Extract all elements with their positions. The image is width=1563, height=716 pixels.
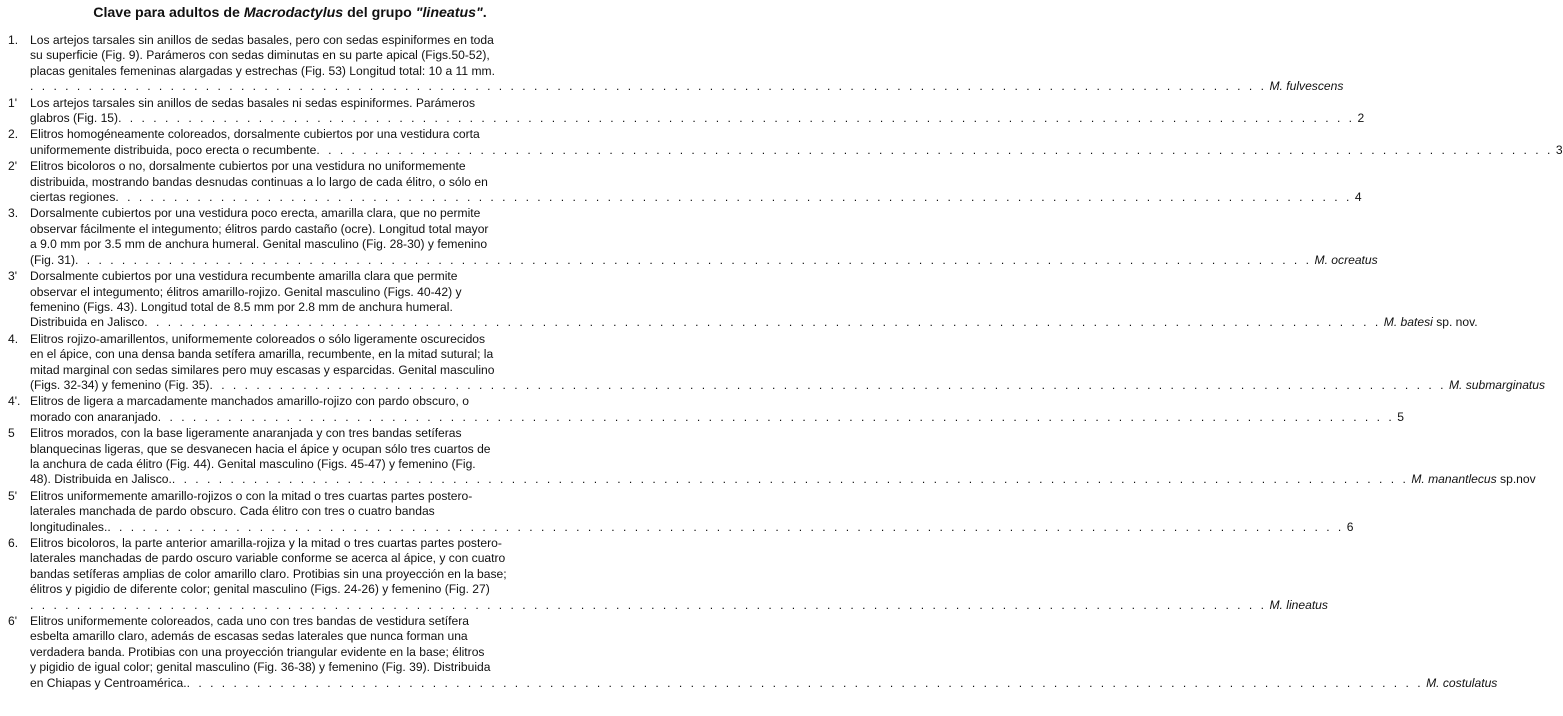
- entry-line: femenino (Figs. 43). Longitud total de 8.5 mm por 2.8 mm de anchura humeral.: [30, 299, 453, 314]
- entry-line: Elitros uniformemente amarillo-rojizos o con la mitad o tres cuartas partes postero-: [30, 488, 473, 503]
- entry-number: 1': [8, 95, 18, 110]
- dot-leader: [118, 111, 1354, 126]
- dot-leader: [144, 315, 1380, 330]
- species-name: M. costulatus: [1426, 675, 1498, 690]
- entry-result: [1352, 190, 1362, 205]
- entry-text: [30, 426, 1536, 488]
- entry-line: laterales manchada de pardo obscuro. Cada élitro con tres o cuatro bandas: [30, 504, 435, 519]
- entry-final-text: (Fig. 31): [30, 252, 76, 267]
- entry-number: 5': [8, 488, 18, 503]
- entry-number: 6.: [8, 536, 19, 550]
- key-entry: [8, 159, 1362, 205]
- entry-line: en el ápice, con una densa banda setífera amarilla, recumbente, en la mitad sutural; la: [30, 347, 494, 362]
- entry-number: 2': [8, 159, 18, 174]
- species-name: M. ocreatus: [1314, 252, 1378, 267]
- entry-line: Elitros de ligera a marcadamente manchados amarillo-rojizo con pardo obscuro, o: [30, 394, 469, 409]
- dot-leader: [75, 253, 1311, 268]
- title-suffix: .: [482, 5, 487, 21]
- entry-result: [1266, 598, 1327, 613]
- entry-line: bandas setíferas amplias de color amarillo claro. Protibias sin una proyección en la base;: [30, 566, 507, 581]
- entry-final-line: [30, 520, 1354, 535]
- entry-final-text: longitudinales.: [30, 519, 108, 534]
- next-couplet-number: 2: [1357, 111, 1365, 126]
- entry-final-line: [30, 378, 1545, 393]
- key-entry: [8, 33, 1344, 95]
- species-name: M. batesi: [1383, 315, 1433, 330]
- species-note: sp.nov: [1496, 472, 1536, 487]
- key-entry: [8, 536, 1328, 613]
- entry-result: [1266, 79, 1343, 94]
- entry-text: [30, 96, 1364, 127]
- dot-leader: [158, 410, 1394, 425]
- entry-final-line: [30, 410, 1404, 425]
- dot-leader: [115, 190, 1351, 205]
- next-couplet-number: 6: [1346, 519, 1354, 534]
- species-name: M. lineatus: [1269, 597, 1328, 612]
- title-group: "lineatus": [415, 5, 483, 21]
- entry-result: [1312, 253, 1378, 268]
- identification-key: [8, 33, 1563, 691]
- key-entry: [8, 95, 1365, 127]
- entry-final-text: ciertas regiones: [30, 190, 116, 205]
- dot-leader: [316, 143, 1552, 158]
- entry-line: Los artejos tarsales sin anillos de sedas basales, pero con sedas espiniformes en toda: [30, 33, 494, 47]
- entry-final-text: (Figs. 32-34) y femenino (Fig. 35): [30, 377, 210, 392]
- entry-line: distribuida, mostrando bandas desnudas continuas a lo largo de cada élitro, o sólo en: [30, 174, 488, 189]
- dot-leader: [30, 79, 1266, 94]
- entry-final-line: [30, 315, 1478, 330]
- dot-leader: [172, 472, 1408, 487]
- entry-line: a 9.0 mm por 3.5 mm de anchura humeral. Genital masculino (Fig. 28-30) y femenino: [30, 237, 488, 252]
- entry-final-text: 48). Distribuida en Jalisco.: [30, 472, 172, 487]
- entry-final-line: [30, 253, 1378, 268]
- dot-leader: [30, 598, 1266, 613]
- entry-number: 5: [8, 426, 15, 441]
- entry-text: [30, 33, 1343, 95]
- key-entry: [8, 269, 1478, 331]
- entry-line: placas genitales femeninas alargadas y estrechas (Fig. 53) Longitud total: 10 a 11 mm.: [30, 63, 495, 78]
- entry-line: Elitros morados, con la base ligeramente anaranjada y con tres bandas setíferas: [30, 426, 462, 441]
- entry-line: Los artejos tarsales sin anillos de sedas basales ni sedas espiniformes. Parámeros: [30, 95, 476, 110]
- entry-line: élitros y pigidio de diferente color; genital masculino (Figs. 24-26) y femenino (Fig. 27): [30, 582, 490, 597]
- entry-result: [1394, 410, 1404, 425]
- entry-number: 3.: [8, 206, 19, 221]
- entry-line: la anchura de cada élitro (Fig. 44). Genital masculino (Figs. 45-47) y femenino (Fig.: [30, 456, 476, 471]
- entry-number: 3': [8, 269, 18, 284]
- key-entry: [8, 488, 1354, 535]
- entry-result: [1423, 676, 1497, 691]
- entry-text: [30, 159, 1362, 205]
- entry-final-line: [30, 598, 1328, 613]
- dot-leader: [107, 520, 1343, 535]
- entry-result: [1408, 472, 1535, 487]
- entry-result: [1355, 111, 1365, 126]
- entry-text: [30, 127, 1563, 158]
- entry-result: [1344, 520, 1354, 535]
- entry-final-line: [30, 676, 1497, 691]
- title-prefix: Clave para adultos de: [93, 5, 244, 21]
- entry-number: 6': [8, 614, 18, 629]
- entry-final-text: uniformemente distribuida, poco erecta o recumbente: [30, 142, 317, 157]
- entry-result: [1446, 378, 1545, 393]
- dot-leader: [209, 378, 1445, 393]
- entry-final-line: [30, 79, 1343, 94]
- entry-line: Elitros bicoloros, la parte anterior amarilla-rojiza y la mitad o tres cuartas partes postero-: [30, 536, 502, 550]
- entry-line: y pigidio de igual color; genital masculino (Fig. 36-38) y femenino (Fig. 39). Distribuida: [30, 660, 491, 675]
- entry-line: Elitros uniformemente coloreados, cada uno con tres bandas de vestidura setífera: [30, 614, 469, 629]
- entry-text: [30, 206, 1378, 268]
- entry-line: observar el integumento; élitros amarillo-rojizo. Genital masculino (Figs. 40-42) y: [30, 284, 462, 299]
- entry-text: [30, 269, 1478, 331]
- entry-line: Dorsalmente cubiertos por una vestidura recumbente amarilla clara que permite: [30, 269, 458, 284]
- page-title: [8, 4, 572, 22]
- entry-number: 1.: [8, 33, 19, 47]
- entry-final-text: glabros (Fig. 15): [30, 111, 119, 126]
- entry-line: blanquecinas ligeras, que se desvanecen hacia el ápice y ocupan sólo tres cuartos de: [30, 441, 491, 456]
- entry-line: Elitros homogéneamente coloreados, dorsalmente cubiertos por una vestidura corta: [30, 127, 480, 142]
- entry-line: Dorsalmente cubiertos por una vestidura poco erecta, amarilla clara, que no permite: [30, 206, 481, 221]
- entry-text: [30, 489, 1354, 535]
- entry-number: 4.: [8, 331, 19, 346]
- entry-final-text: en Chiapas y Centroamérica.: [30, 675, 187, 690]
- entry-final-line: [30, 143, 1563, 158]
- entry-line: Elitros bicoloros o no, dorsalmente cubiertos por una vestidura no uniformemente: [30, 159, 466, 174]
- entry-number: 2.: [8, 127, 19, 142]
- entry-line: Elitros rojizo-amarillentos, uniformemente coloreados o sólo ligeramente oscurecidos: [30, 331, 486, 346]
- entry-final-text: morado con anaranjado: [30, 409, 158, 424]
- next-couplet-number: 3: [1555, 142, 1563, 157]
- entry-line: verdadera banda. Protibias con una proyección triangular evidente en la base; élitros: [30, 644, 485, 659]
- key-entry: [8, 127, 1563, 158]
- entry-line: esbelta amarillo claro, además de escasas sedas laterales que nunca forman una: [30, 629, 468, 644]
- key-entry: [8, 614, 1498, 691]
- entry-text: [30, 332, 1545, 394]
- title-genus: Macrodactylus: [243, 5, 344, 21]
- entry-result: [1381, 315, 1478, 330]
- entry-line: observar fácilmente el integumento; élitros pardo castaño (ocre). Longitud total mayor: [30, 221, 489, 236]
- species-note: sp. nov.: [1432, 315, 1478, 330]
- entry-number: 4'.: [8, 394, 21, 409]
- entry-final-line: [30, 111, 1364, 126]
- next-couplet-number: 5: [1397, 409, 1404, 424]
- species-name: M. fulvescens: [1269, 79, 1344, 94]
- key-entry: [8, 206, 1378, 268]
- entry-line: laterales manchadas de pardo oscuro variable conforme se acerca al ápice, y con cuatro: [30, 551, 506, 566]
- title-middle: del grupo: [343, 5, 416, 21]
- entry-final-text: Distribuida en Jalisco: [30, 315, 145, 330]
- entry-text: [30, 394, 1404, 425]
- entry-line: su superficie (Fig. 9). Parámeros con sedas diminutas en su parte apical (Figs.50-52),: [30, 48, 490, 63]
- species-name: M. manantlecus: [1411, 472, 1497, 487]
- key-entry: [8, 331, 1546, 394]
- entry-final-line: [30, 472, 1536, 487]
- key-entry: [8, 426, 1536, 488]
- species-name: M. submarginatus: [1448, 377, 1546, 392]
- entry-line: mitad marginal con sedas similares pero muy escasas y esparcidas. Genital masculino: [30, 362, 495, 377]
- key-entry: [8, 394, 1404, 425]
- entry-text: [30, 536, 1328, 613]
- entry-result: [1553, 143, 1563, 158]
- next-couplet-number: 4: [1354, 190, 1362, 205]
- entry-final-line: [30, 190, 1362, 205]
- entry-text: [30, 614, 1497, 691]
- dot-leader: [187, 676, 1423, 691]
